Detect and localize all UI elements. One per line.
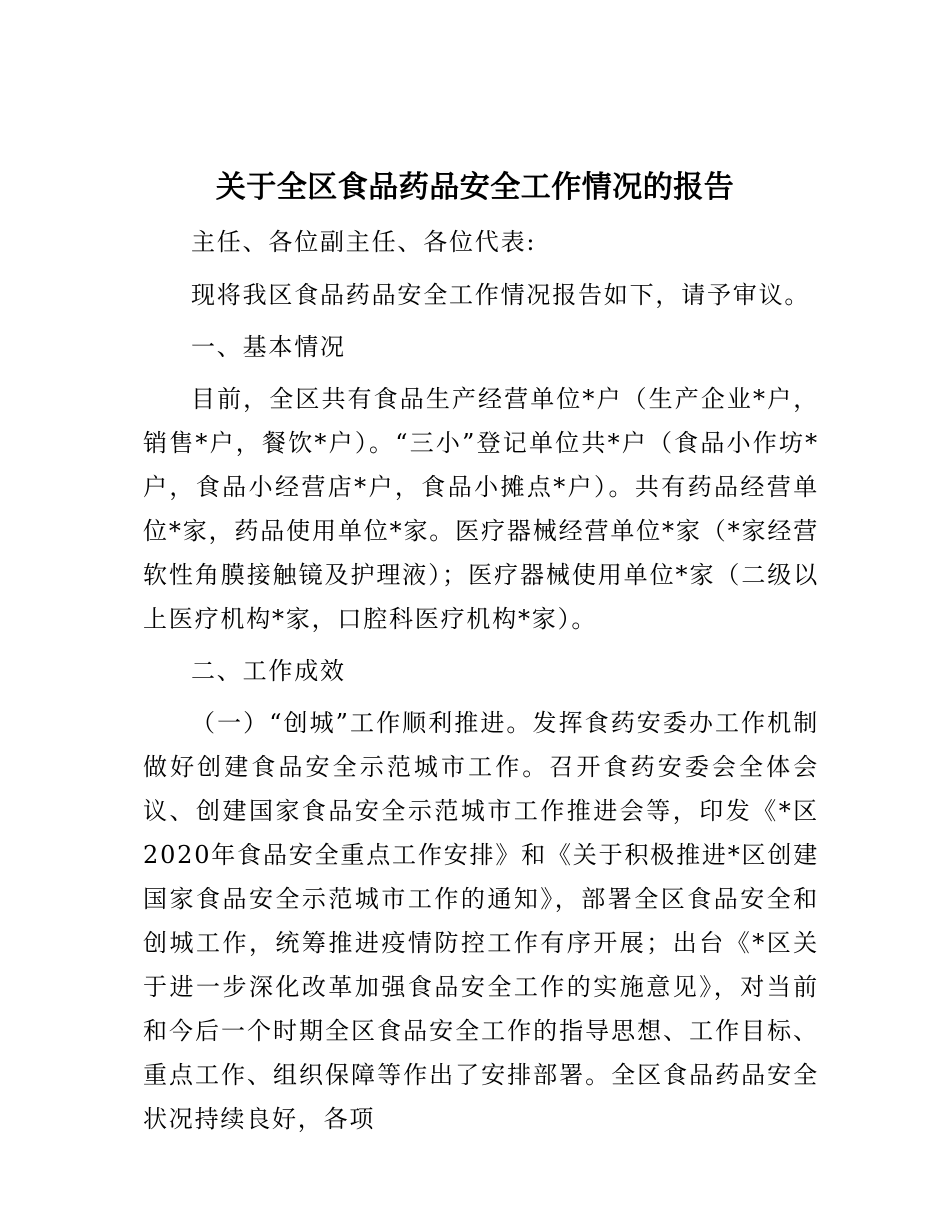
- intro-paragraph: 现将我区食品药品安全工作情况报告如下，请予审议。: [191, 281, 811, 309]
- salutation: 主任、各位副主任、各位代表:: [191, 228, 537, 256]
- basic-situation-paragraph: 目前，全区共有食品生产经营单位*户（生产企业*户，销售*户，餐饮*户）。“三小”登记单位共*户（食品小作坊*户，食品小经营店*户，食品小摊点*户）。共有药品经营单位*家，药品使用单位*家。医疗器械经营单位*家（*家经营软性角膜接触镜及护理液）；医疗器械使用单位*家（二级以上医疗机构*家，口腔科医疗机构*家）。: [143, 385, 819, 633]
- section-heading-achievements: 二、工作成效: [191, 657, 346, 685]
- document-title: 关于全区食品药品安全工作情况的报告: [215, 170, 735, 205]
- achievement-item-paragraph: （一）“创城”工作顺利推进。发挥食药安委办工作机制做好创建食品安全示范城市工作。召开食药安委会全体会议、创建国家食品安全示范城市工作推进会等，印发《*区2020年食品安全重点工作安排》和《关于积极推进*区创建国家食品安全示范城市工作的通知》，部署全区食品安全和创城工作，统筹推进疫情防控工作有序开展；出台《*区关于进一步深化改革加强食品安全工作的实施意见》，对当前和今后一个时期全区食品安全工作的指导思想、工作目标、重点工作、组织保障等作出了安排部署。全区食品药品安全状况持续良好，各项: [143, 709, 819, 1133]
- document-body: [143, 220, 819, 1149]
- section-heading-basic-situation: 一、基本情况: [191, 333, 346, 361]
